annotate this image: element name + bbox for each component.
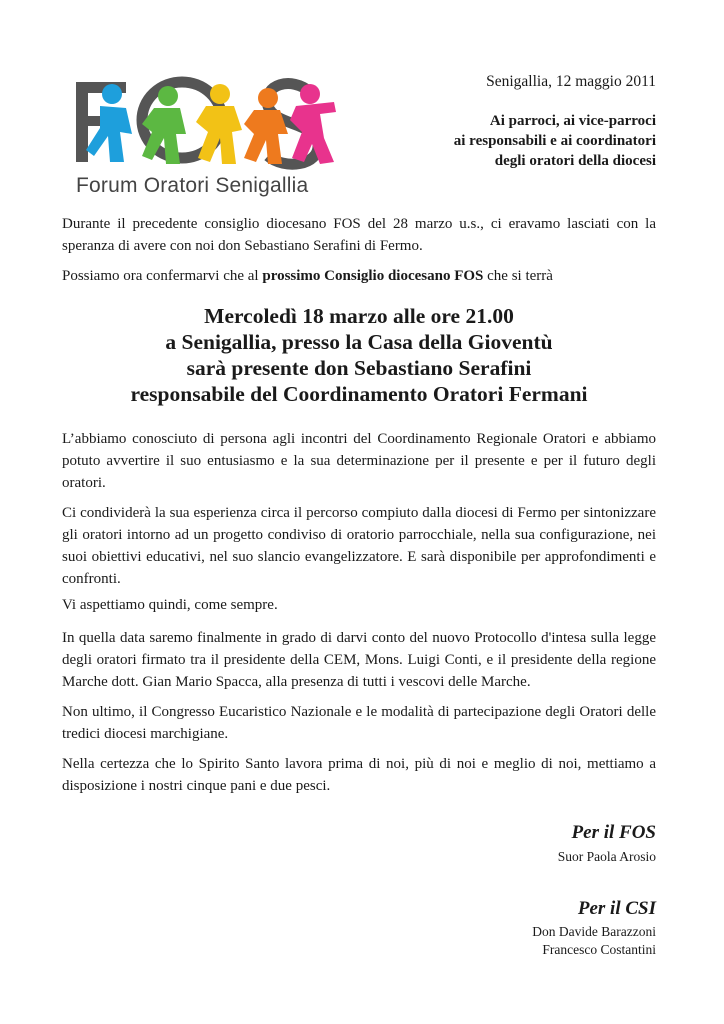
paragraph-closing: Nella certezza che lo Spirito Santo lavora prima di noi, più di noi e meglio di noi, mettiamo a disposizione i nostri cinque pani e due pesci. <box>62 756 656 794</box>
meeting-announcement <box>62 303 656 407</box>
paragraph-protocol: In quella data saremo finalmente in grado di darvi conto del nuovo Protocollo d'intesa sulla legge degli oratori firmato tra il presidente della CEM, Mons. Luigi Conti, e il presidente della regione Marche dott. Gian Mario Spacca, alla presenza di tutti i vescovi delle Marche. <box>62 630 656 690</box>
fos-logo <box>72 72 342 202</box>
paragraph-intro: Durante il precedente consiglio diocesano FOS del 28 marzo u.s., ci eravamo lasciati con la speranza di avere con noi don Sebastiano Serafini di Fermo. <box>62 216 656 254</box>
signature-csi-names <box>532 923 656 959</box>
signature-name: Francesco Costantini <box>542 942 656 957</box>
addressee-line: degli oratori della diocesi <box>494 153 656 169</box>
addressee-line: ai responsabili e ai coordinatori <box>453 133 656 149</box>
paragraph-acquaintance: L’abbiamo conosciuto di persona agli incontri del Coordinamento Regionale Oratori e abbiamo potuto avvertire il suo entusiasmo e la sua determinazione per il presente e per il futuro degli oratori. <box>62 431 656 491</box>
addressee-line: Ai parroci, ai vice-parroci <box>489 113 656 129</box>
signature-name: Don Davide Barazzoni <box>532 924 656 939</box>
announcement-line: responsabile del Coordinamento Oratori Fermani <box>130 382 588 406</box>
paragraph-invitation: Vi aspettiamo quindi, come sempre. <box>62 597 278 613</box>
announcement-line: sarà presente don Sebastiano Serafini <box>186 356 532 380</box>
announcement-line: a Senigallia, presso la Casa della Gioventù <box>165 330 553 354</box>
signature-fos-names <box>558 848 656 866</box>
signature-fos-title: Per il FOS <box>571 822 656 843</box>
highlight-council: prossimo Consiglio diocesano FOS <box>262 268 484 284</box>
paragraph-congress: Non ultimo, il Congresso Eucaristico Nazionale e le modalità di partecipazione degli Oratori delle tredici diocesi marchigiane. <box>62 704 656 742</box>
figure-yellow-icon <box>196 84 242 164</box>
letter-date: Senigallia, 12 maggio 2011 <box>486 73 656 90</box>
paragraph-experience: Ci condividerà la sua esperienza circa il percorso compiuto dalla diocesi di Fermo per sintonizzare gli oratori intorno ad un progetto condiviso di oratorio parrocchiale, nella sua configurazione, nei suoi obiettivi educativi, nel suo slancio evangelizzatore. E sarà disponibile per approfondimenti e confronti. <box>62 505 656 587</box>
announcement-line: Mercoledì 18 marzo alle ore 21.00 <box>204 304 514 328</box>
logo-caption: Forum Oratori Senigallia <box>76 174 309 197</box>
fos-logo-graphic <box>72 72 342 172</box>
figure-orange-icon <box>244 88 288 164</box>
signature-name: Suor Paola Arosio <box>557 849 656 864</box>
paragraph-confirm: Possiamo ora confermarvi che al prossimo Consiglio diocesano FOS che si terrà <box>62 268 553 284</box>
signature-csi-title: Per il CSI <box>577 898 656 919</box>
addressee-block <box>454 111 656 171</box>
